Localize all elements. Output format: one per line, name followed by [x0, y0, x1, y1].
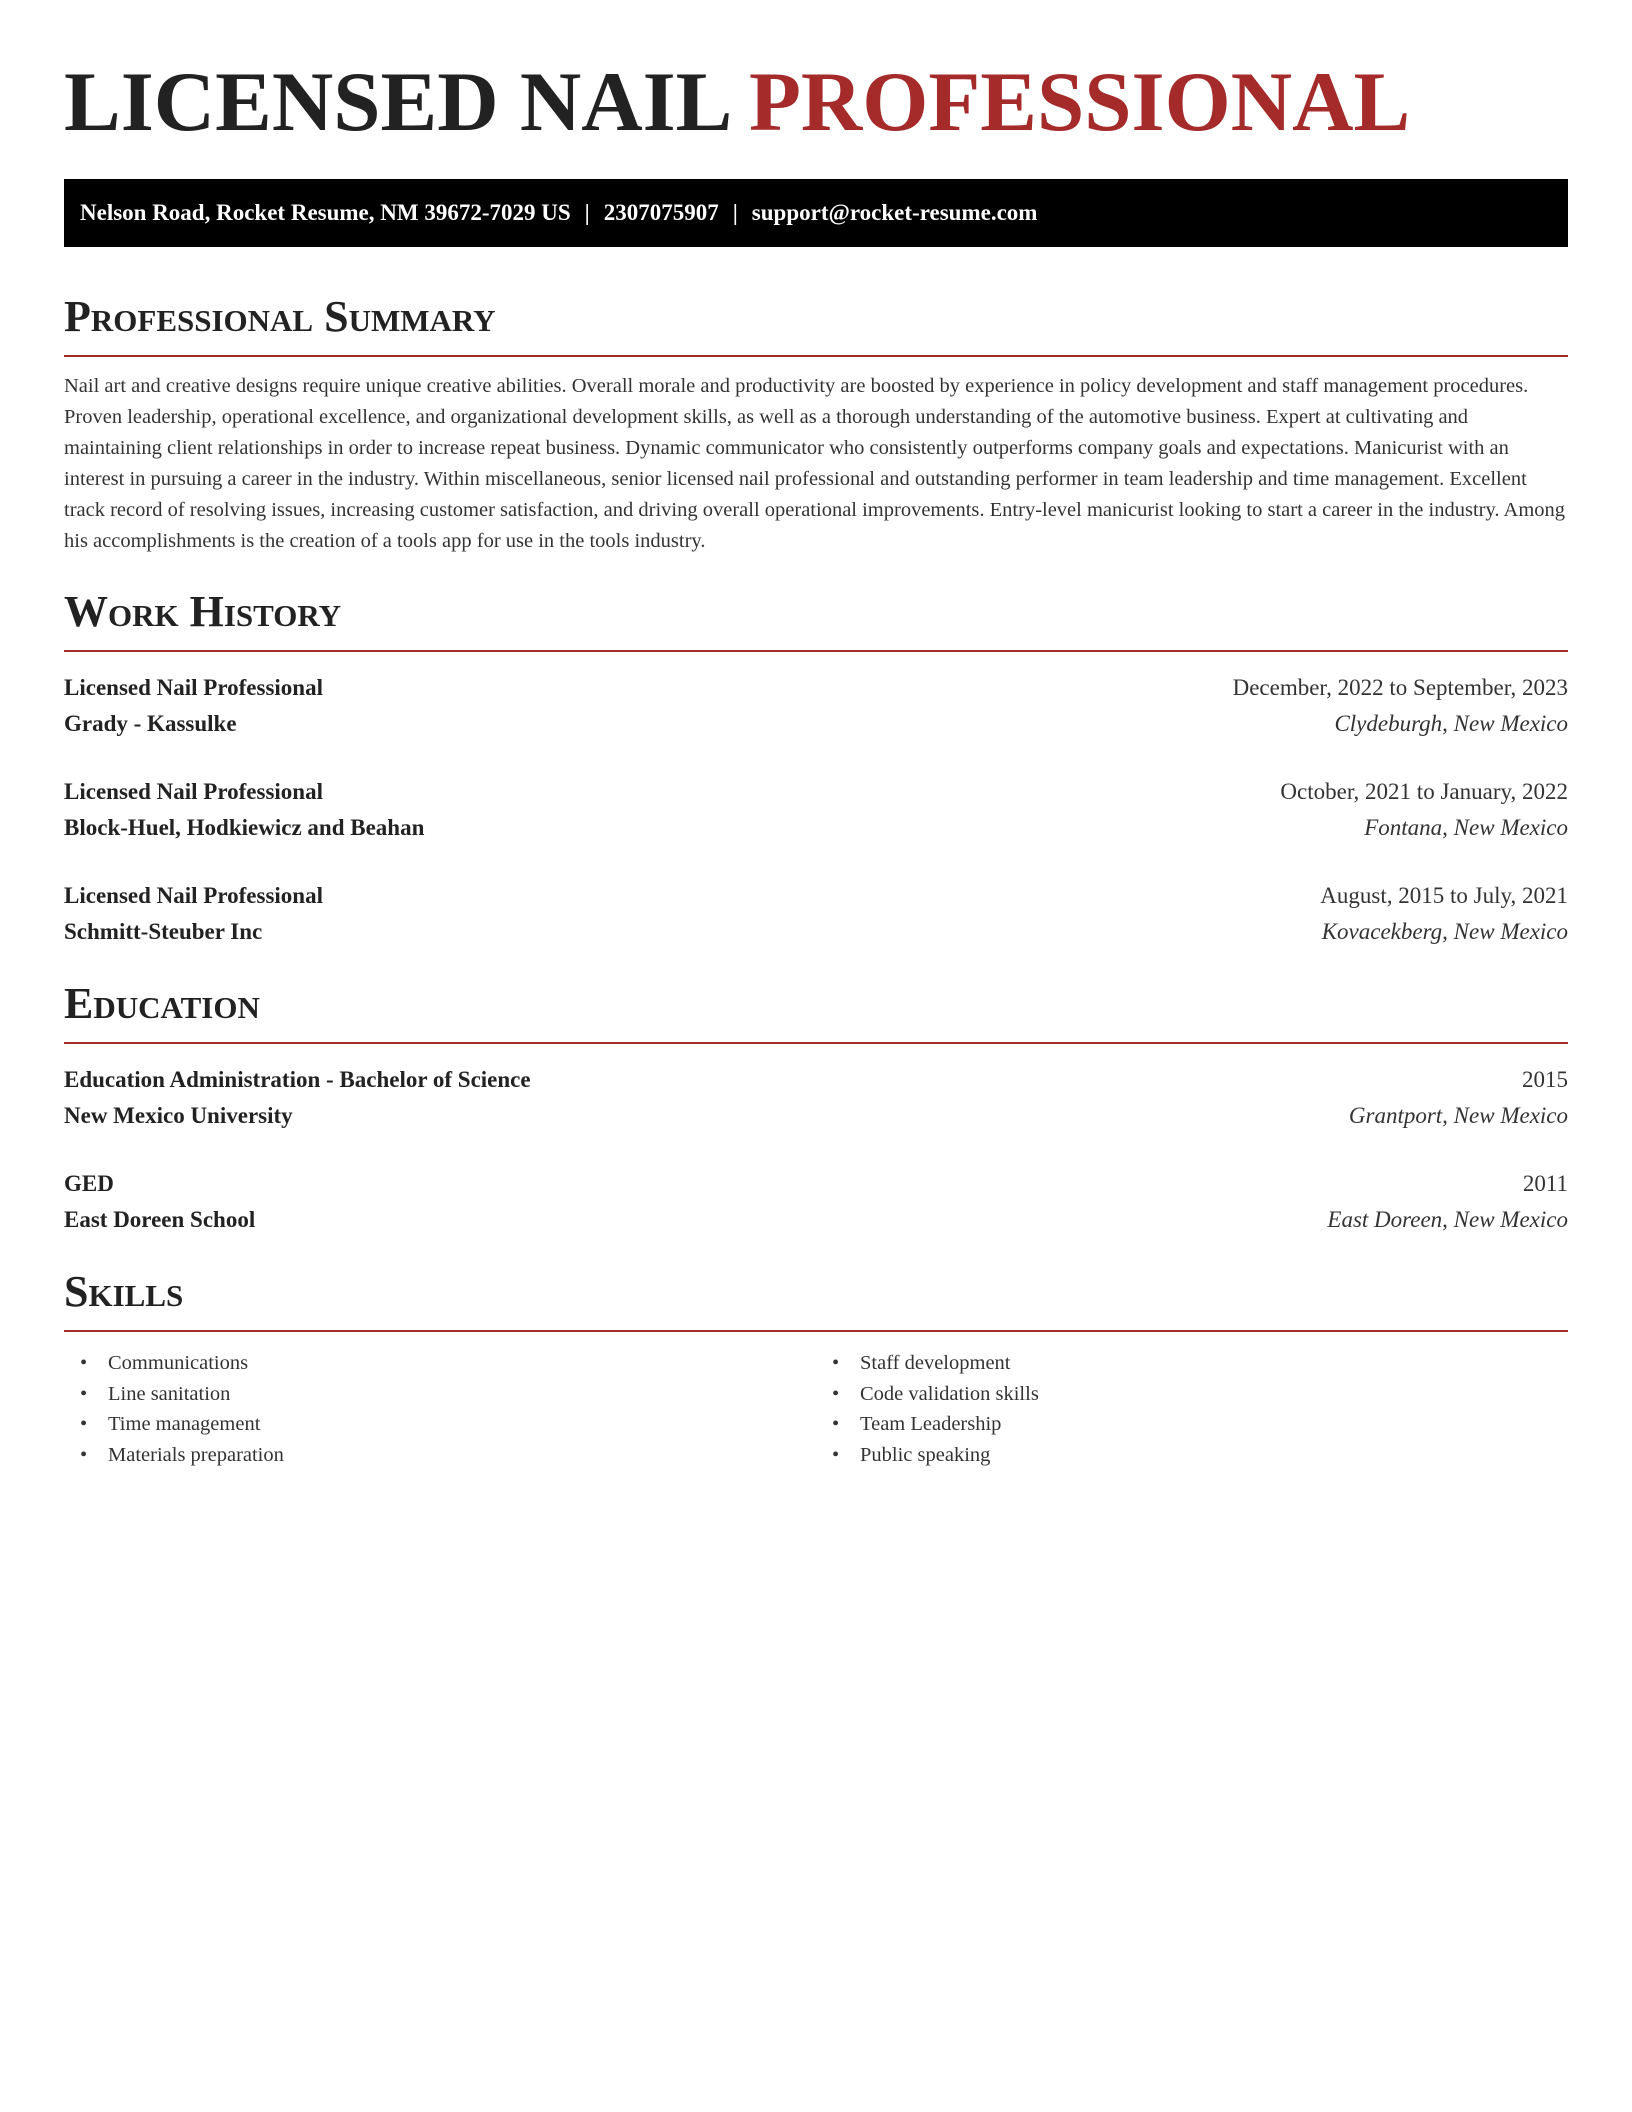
job-company: Schmitt-Steuber Inc — [64, 919, 263, 944]
section-title-education: Education — [64, 979, 260, 1028]
job-dates: December, 2022 to September, 2023 — [1232, 675, 1568, 700]
skill-item — [832, 1348, 1568, 1379]
job-company: Block-Huel, Hodkiewicz and Beahan — [64, 815, 425, 840]
school-name: New Mexico University — [64, 1103, 293, 1128]
degree: GED — [64, 1171, 114, 1196]
job-location: Kovacekberg, New Mexico — [1321, 919, 1568, 944]
bullet-icon: • — [80, 1382, 88, 1405]
skill-label: Materials preparation — [108, 1443, 284, 1466]
section-title-work: Work History — [64, 587, 342, 636]
skill-item — [832, 1409, 1568, 1440]
contact-email[interactable]: support@rocket-resume.com — [751, 200, 1038, 225]
bullet-icon: • — [832, 1443, 840, 1466]
skill-label: Public speaking — [860, 1443, 991, 1466]
skills-column-left — [64, 1348, 816, 1470]
section-divider — [64, 650, 1568, 652]
skill-item — [832, 1379, 1568, 1410]
work-entry — [64, 774, 1568, 846]
contact-bar — [64, 179, 1568, 247]
education-entry — [64, 1062, 1568, 1134]
school-location: East Doreen, New Mexico — [1327, 1207, 1568, 1232]
job-dates: October, 2021 to January, 2022 — [1280, 779, 1568, 804]
job-dates: August, 2015 to July, 2021 — [1320, 883, 1568, 908]
job-company: Grady - Kassulke — [64, 711, 237, 736]
skill-label: Time management — [108, 1413, 261, 1435]
skill-item — [80, 1348, 816, 1379]
skill-item — [80, 1409, 816, 1440]
skills-grid — [64, 1348, 1568, 1470]
bullet-icon: • — [80, 1413, 88, 1435]
skill-item — [832, 1440, 1568, 1471]
degree: Education Administration - Bachelor of Science — [64, 1067, 531, 1092]
skill-label: Code validation skills — [860, 1382, 1039, 1405]
skills-section — [64, 1264, 1568, 1470]
section-title-summary: Professional Summary — [64, 292, 496, 341]
skill-item — [80, 1379, 816, 1410]
title-last: PROFESSIONAL — [748, 55, 1411, 149]
work-entry — [64, 878, 1568, 950]
contact-address: Nelson Road, Rocket Resume, NM 39672-7029 US — [80, 200, 571, 225]
work-entry — [64, 670, 1568, 742]
section-divider — [64, 1042, 1568, 1044]
job-location: Fontana, New Mexico — [1364, 815, 1568, 840]
education-entry — [64, 1166, 1568, 1238]
section-divider — [64, 355, 1568, 357]
contact-separator: | — [584, 200, 590, 225]
job-role: Licensed Nail Professional — [64, 675, 323, 700]
graduation-year: 2011 — [1522, 1171, 1568, 1196]
skill-item — [80, 1440, 816, 1471]
education-section — [64, 976, 1568, 1238]
school-location: Grantport, New Mexico — [1348, 1103, 1568, 1128]
skill-label: Communications — [108, 1352, 249, 1374]
skill-label: Team Leadership — [860, 1413, 1002, 1435]
job-role: Licensed Nail Professional — [64, 779, 323, 804]
job-role: Licensed Nail Professional — [64, 883, 323, 908]
contact-phone: 2307075907 — [603, 200, 719, 225]
section-divider — [64, 1330, 1568, 1332]
school-name: East Doreen School — [64, 1207, 256, 1232]
title-first: LICENSED NAIL — [64, 55, 728, 149]
bullet-icon: • — [832, 1382, 840, 1405]
graduation-year: 2015 — [1522, 1067, 1568, 1092]
bullet-icon: • — [832, 1413, 840, 1435]
work-history-section — [64, 584, 1568, 950]
summary-text: Nail art and creative designs require unique creative abilities. Overall morale and productivity are boosted by experience in policy development and staff management procedures. Proven leadership, operational excellence, and organizational development skills, as well as a thorough understanding of the automotive business. Expert at cultivating and maintaining client relationships in order to increase repeat business. Dynamic communicator who consistently outperforms company goals and expectations. Manicurist with an interest in pursuing a career in the industry. Within miscellaneous, senior licensed nail professional and outstanding performer in team leadership and time management. Excellent track record of resolving issues, increasing customer satisfaction, and driving overall operational improvements. Entry-level manicurist looking to start a career in the industry. Among his accomplishments is the creation of a tools app for use in the tools industry. — [64, 375, 1566, 552]
summary-section — [64, 289, 1568, 557]
bullet-icon: • — [832, 1352, 840, 1374]
skills-column-right — [816, 1348, 1568, 1470]
job-location: Clydeburgh, New Mexico — [1334, 711, 1568, 736]
bullet-icon: • — [80, 1352, 88, 1374]
skill-label: Line sanitation — [108, 1382, 231, 1405]
page-title — [64, 0, 1568, 152]
contact-separator: | — [732, 200, 738, 225]
section-title-skills: Skills — [64, 1267, 184, 1316]
skill-label: Staff development — [860, 1352, 1011, 1374]
bullet-icon: • — [80, 1443, 88, 1466]
